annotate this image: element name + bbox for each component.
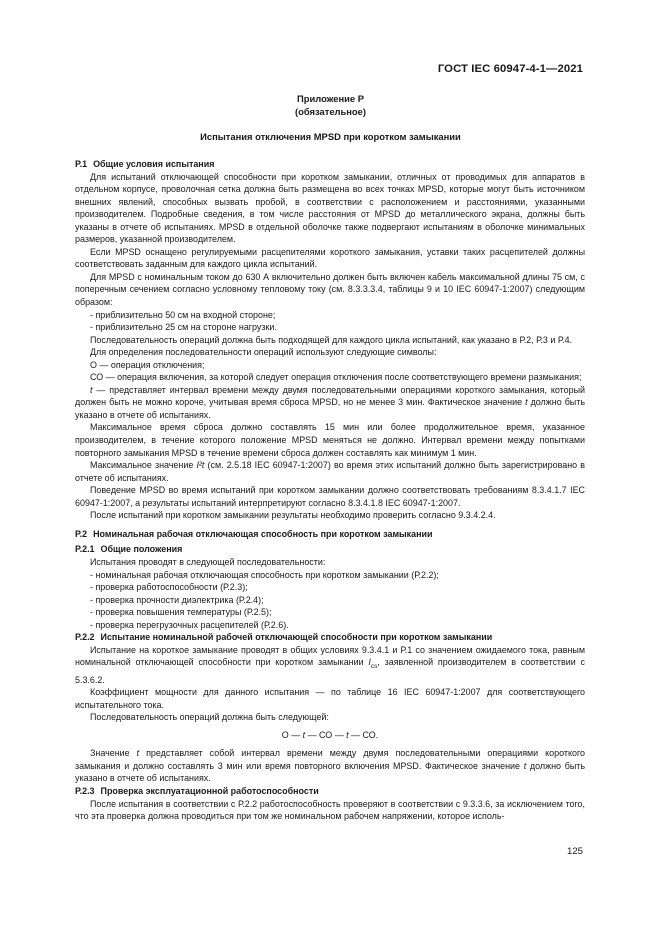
paragraph: Если MPSD оснащено регулируемыми расцепителями короткого замыкания, уставки таких расцепителей должны соответствовать заданным для каждого цикла испытаний. <box>75 246 585 270</box>
formula-part: О — <box>281 729 303 740</box>
subsection-title: Испытание номинальной рабочей отключающей способности при коротком замыкании <box>100 632 493 643</box>
document-body <box>75 158 585 823</box>
list-item: - приблизительно 25 см на стороне нагрузки. <box>90 322 277 333</box>
list-item: - проверка перегрузочных расцепителей (Р.2.6). <box>90 619 289 630</box>
symbol-t: t <box>302 729 306 740</box>
document-code-header: ГОСТ IEC 60947-4-1—2021 <box>437 63 583 75</box>
paragraph: Поведение MPSD во время испытаний при коротком замыкании должно соответствовать требованиям 8.3.4.1.7 IEC 60947-1:2007, а результаты испытаний интерпретируют согласно 8.3.4.1.8 IEC 60947-1:2007. <box>75 485 585 508</box>
section-heading-p1 <box>75 158 585 171</box>
subsection-number: Р.2.2 <box>75 632 95 643</box>
symbol-t: t <box>523 760 527 771</box>
text-run: , заявленной производителем в соответствии с 5.3.6.2. <box>75 657 586 685</box>
section-heading-p2 <box>75 528 585 541</box>
annex-heading: Испытания отключения MPSD при коротком замыкании <box>200 131 461 142</box>
subsection-heading-p2-3 <box>75 785 585 798</box>
subsection-heading-p2-1 <box>75 543 585 556</box>
text-run: должно быть указано в отчете об испытаниях. <box>75 397 585 420</box>
paragraph: О — операция отключения; <box>90 359 205 370</box>
list-item: - проверка работоспособности (Р.2.3); <box>90 582 248 593</box>
text-run: Испытание на короткое замыкание проводят в общих условиях 9.3.4.1 и Р.1 со значением ожидаемого тока, равным номинальной отключающей способности при коротком замыкании <box>75 644 585 668</box>
paragraph: Последовательность операций должна быть подходящей для каждого цикла испытаний, как указано в Р.2, Р.3 и Р.4. <box>90 334 573 345</box>
subsection-heading-p2-2 <box>75 631 585 644</box>
list-item: - проверка повышения температуры (Р.2.5); <box>90 607 272 618</box>
paragraph: Для определения последовательности операций используют следующие символы: <box>90 347 437 358</box>
section-number: Р.2 <box>75 528 88 539</box>
symbol-i: I <box>368 657 371 668</box>
paragraph <box>75 747 585 785</box>
section-number: Р.1 <box>75 159 88 169</box>
formula-part: — СО. <box>348 729 379 740</box>
symbol-t: t <box>525 397 528 408</box>
paragraph: После испытаний при коротком замыкании результаты необходимо проверить согласно 9.3.4.2.4. <box>90 510 496 521</box>
subsection-title: Общие положения <box>100 544 183 555</box>
paragraph: СО — операция включения, за которой следует операция отключения после соответствующего времени размыкания; <box>90 372 582 383</box>
paragraph <box>75 644 585 686</box>
list-item: - номинальная рабочая отключающая способность при коротком замыкании (Р.2.2); <box>90 569 439 580</box>
subsection-number: Р.2.3 <box>75 786 95 797</box>
annex-status: (обязательное) <box>295 106 366 117</box>
symbol-t: t <box>346 729 349 740</box>
subsection-number: Р.2.1 <box>75 544 95 555</box>
paragraph <box>75 384 585 422</box>
text-run: — представляет интервал времени между двумя последовательными операциями короткого замыкания, который должен быть не можно короче, учитывая время сброса MPSD, но не менее 3 мин. Фактическое значение <box>75 384 585 408</box>
list-item: - приблизительно 50 см на входной стороне; <box>90 309 276 320</box>
paragraph: Последовательность операций должна быть следующей: <box>90 712 329 723</box>
text-run: представляет собой интервал времени между двумя последовательными операциями короткого замыкания и должно составлять 3 мин или время повторного включения MPSD. Фактическое значение <box>75 748 585 771</box>
text-run: (см. 2.5.18 IEC 60947-1:2007) во время этих испытаний должно быть зарегистрировано в отчете об испытаниях. <box>75 460 585 483</box>
operation-sequence-formula <box>75 729 585 742</box>
symbol-subscript: cs <box>370 663 378 671</box>
symbol-i2t: I²t <box>196 460 205 471</box>
paragraph <box>75 459 585 484</box>
symbol-t: t <box>90 384 93 395</box>
text-run: Значение <box>90 748 137 759</box>
section-title: Общие условия испытания <box>93 159 215 169</box>
symbol-t: t <box>136 748 140 759</box>
formula-part: — СО — <box>305 729 347 740</box>
paragraph: После испытания в соответствии с Р.2.2 работоспособность проверяют в соответствии с 9.3.3.6, за исключением того, что эта проверка должна проводиться при том же номинальном рабочем напряжении, которое исполь- <box>75 798 585 822</box>
page-number: 125 <box>566 846 583 857</box>
paragraph: Для испытаний отключающей способности при коротком замыкании, отличных от проводимых для аппаратов в отдельном корпусе, проволочная сетка должна быть размещена во всех точках MPSD, которые могут быть источником внешних явлений, способных вызвать пробой, в соответствии с расположением и расстояниями, указанными производителем. Подробные сведения, в том числе расстояния от MPSD до металлического экрана, должны быть указаны в отчете об испытаниях. MPSD в отдельной оболочке также подвергают испытаниям в оболочке минимальных размеров, указанной производителем. <box>75 171 585 245</box>
paragraph: Максимальное время сброса должно составлять 15 мин или более продолжительное время, указанное производителем, в течение которого положение MPSD меняться не должно. Интервал времени между попытками повторного замыкания MPSD в течение времени сброса должен составлять как минимум 1 мин. <box>75 422 585 458</box>
section-title: Номинальная рабочая отключающая способность при коротком замыкании <box>93 528 433 539</box>
text-run: должно быть указано в отчете об испытаниях. <box>75 760 585 784</box>
subsection-title: Проверка эксплуатационной работоспособности <box>100 786 319 797</box>
text-run: Максимальное значение <box>90 460 197 471</box>
list-item: - проверка прочности диэлектрика (Р.2.4); <box>90 594 264 605</box>
paragraph: Испытания проводят в следующей последовательности: <box>90 556 326 567</box>
paragraph: Для MPSD с номинальным током до 630 А включительно должен быть включен кабель максимальной длины 75 см, с поперечным сечением согласно условному тепловому току (см. 8.3.3.3.4, таблицы 9 и 10 IEC 60947-1:2007) следующим образом: <box>75 271 585 308</box>
annex-title: Приложение Р <box>297 93 364 104</box>
paragraph: Коэффициент мощности для данного испытания — по таблице 16 IEC 60947-1:2007 для соответствующего испытательного тока. <box>75 687 585 710</box>
